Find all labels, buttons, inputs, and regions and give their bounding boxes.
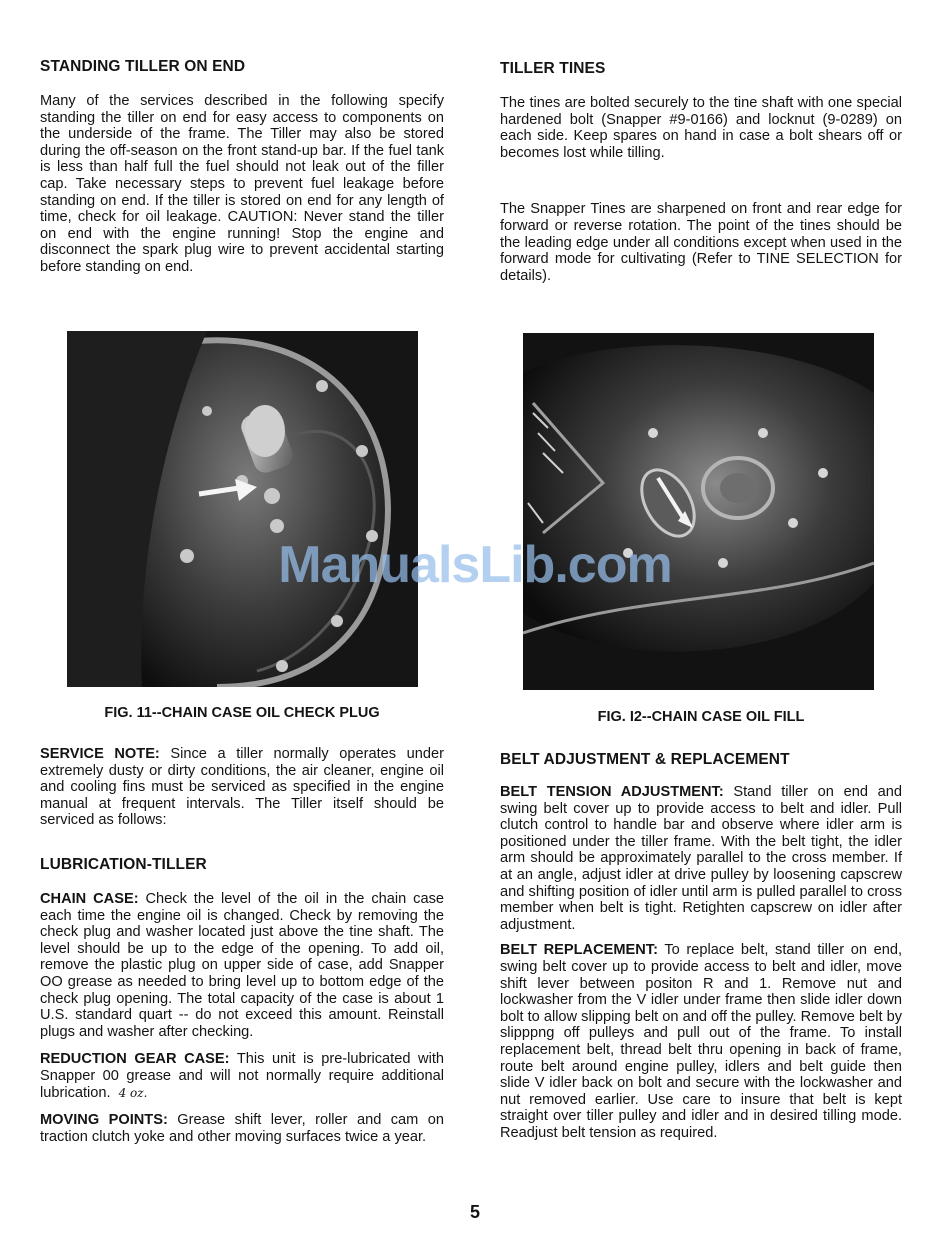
paragraph-reduction-gear — [40, 1051, 444, 1101]
chain-case-photo-image — [67, 331, 418, 687]
text-tiller-tines-2: The Snapper Tines are sharpened on front and rear edge for forward or reverse rotation. The point of the tines should be the leading edge under all conditions except when used in the forward mode for cultivating (Refer to TINE SELECTION for details). — [500, 201, 902, 284]
belt-replacement-text: To replace belt, stand tiller on end, swing belt cover up to provide access to belt and idler, move shift lever between positon R and 1. Remove nut and lockwasher from the V idler under frame then slide idler down bolt to allow slipping belt on and off the pulley. Remove belt by slipppng off pulleys and pull out of the frame. To install replacement belt, thread belt thru opening in back of frame, route belt around engine pulley, idlers and belt guide then slide V idler back on bolt and secure with the lockwasher and nut removed earlier. Use care to insure that belt is kept straight over tiller pulley and idler and in desired tilling mode. Readjust belt tension as required. — [500, 942, 902, 1141]
heading-tiller-tines: TILLER TINES — [500, 60, 606, 77]
figure-12-caption: FIG. I2--CHAIN CASE OIL FILL — [597, 709, 805, 725]
watermark-logo: ManualsLib.com — [278, 536, 672, 594]
belt-tension-lead: BELT TENSION ADJUSTMENT: — [500, 784, 724, 800]
figure-11-caption: FIG. 11--CHAIN CASE OIL CHECK PLUG — [104, 705, 380, 721]
heading-standing-tiller: STANDING TILLER ON END — [40, 58, 246, 75]
section-service-lubrication — [40, 746, 444, 1145]
paragraph-belt-replacement — [500, 942, 902, 1141]
paragraph-chain-case — [40, 891, 444, 1040]
section-tiller-tines — [500, 60, 902, 284]
chain-case-lead: CHAIN CASE: — [40, 890, 139, 907]
section-belt — [500, 751, 902, 1141]
section-standing-tiller — [40, 58, 444, 276]
text-standing-tiller: Many of the services described in the following specify standing the tiller on end for easy access to components on the underside of the frame. The Tiller may also be stored during the off-season on the front stand-up bar. If the fuel tank is less than half full the fuel should not leak out of the filler cap. Take necessary steps to prevent fuel leakage before standing on end. If the tiller is stored on end for any length of time, check for oil leakage. CAUTION: Never stand the tiller on end with the engine running! Stop the engine and disconnect the spark plug wire to prevent accidental starting before standing on end. — [40, 93, 444, 275]
figure-12-photo — [523, 333, 874, 690]
moving-points-lead: MOVING POINTS: — [40, 1112, 168, 1129]
heading-lubrication: LUBRICATION-TILLER — [40, 855, 207, 873]
paragraph-belt-tension — [500, 784, 902, 933]
handwritten-note: 4 oz. — [118, 1085, 148, 1100]
paragraph-moving-points — [40, 1112, 444, 1145]
service-note-text: Since a tiller normally operates under extremely dusty or dirty conditions, the air cleaner, engine oil and cooling fins must be serviced as specified in the engine manual at frequent intervals. The Tiller itself should be serviced as follows: — [40, 746, 444, 829]
text-tiller-tines-1: The tines are bolted securely to the tine shaft with one special hardened bolt (Snapper #9-0166) and locknut (9-0289) on each side. Keep spares on hand in case a bolt shears off or becomes lost while tilling. — [500, 95, 902, 161]
chain-case-fill-photo-image — [523, 333, 874, 690]
belt-tension-text: Stand tiller on end and swing belt cover up to provide access to belt and idler. Pull clutch control to handle bar and observe where idler arm is positioned under the tiller frame. With the belt tight, the idler arm should be approximately parallel to the cross member. If at an angle, adjust idler at drive pulley by loosening capscrew and shifting position of idler until arm is pulled parallel to cross member when belt is tight. Retighten capscrew on idler after adjustment. — [500, 784, 902, 933]
heading-belt-adjustment: BELT ADJUSTMENT & REPLACEMENT — [500, 751, 790, 768]
chain-case-text: Check the level of the oil in the chain case each time the engine oil is changed. Check by removing the check plug and washer located just above the tine shaft. The level should be up to the edge of the opening. To add oil, remove the plastic plug on upper side of case, add Snapper OO grease as needed to bring level up to bottom edge of the check plug opening. The total capacity of the case is about 1 U.S. standard quart -- do not exceed this amount. Reinstall plugs and washer after checking. — [40, 890, 445, 1040]
page-number: 5 — [469, 1202, 480, 1222]
reduction-gear-lead: REDUCTION GEAR CASE: — [40, 1051, 230, 1068]
moving-points-text: Grease shift lever, roller and cam on traction clutch yoke and other moving surfaces twice a year. — [40, 1112, 444, 1145]
belt-replacement-lead: BELT REPLACEMENT: — [500, 942, 658, 959]
service-note-lead: SERVICE NOTE: — [40, 746, 160, 762]
reduction-gear-text: This unit is pre-lubricated with Snapper 00 grease and will not normally require additional lubrication. — [40, 1051, 444, 1101]
figure-11-photo — [67, 331, 418, 687]
paragraph-service-note — [40, 746, 444, 829]
